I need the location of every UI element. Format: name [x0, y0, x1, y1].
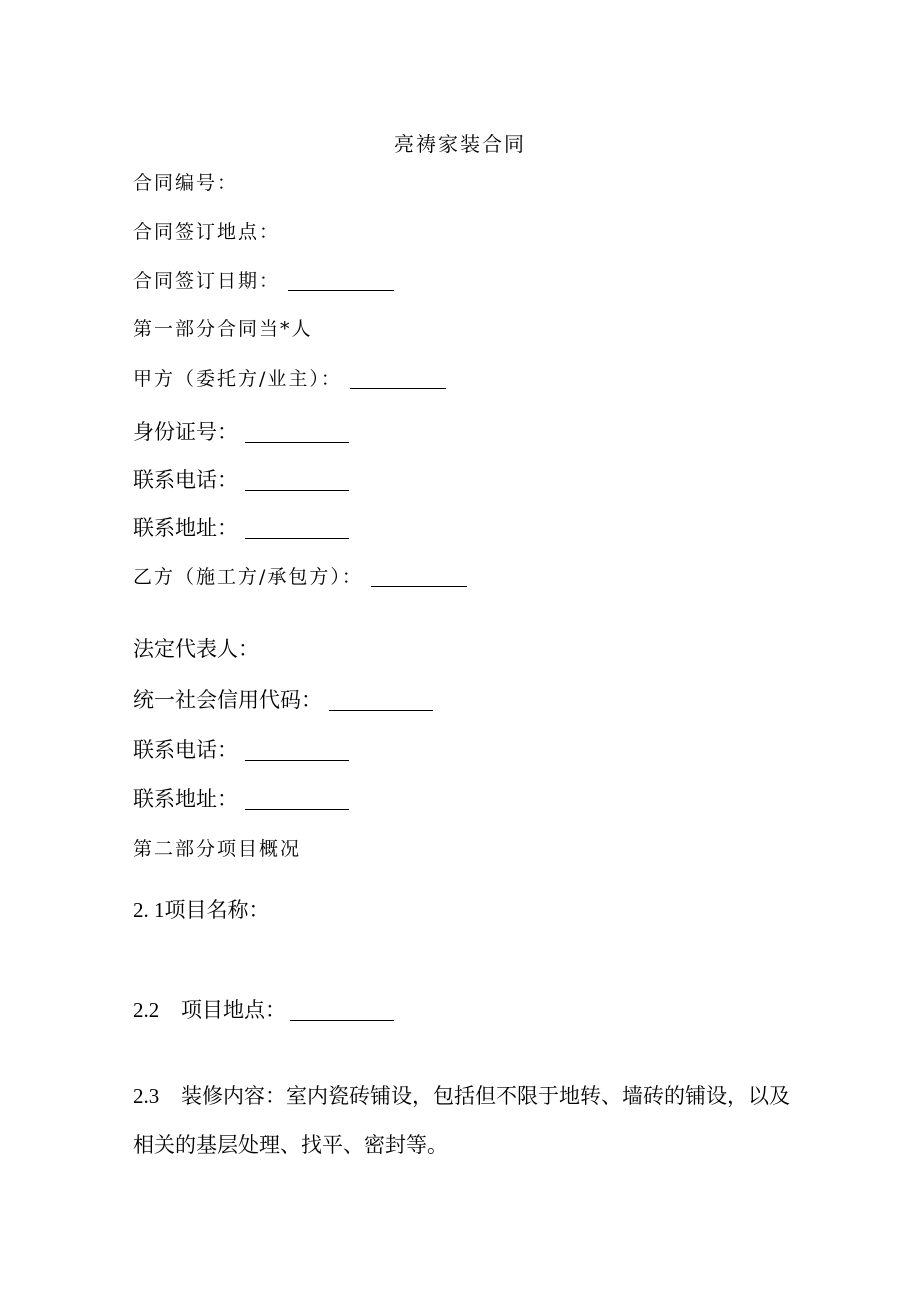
party-b-blank[interactable]	[371, 585, 467, 587]
party-b-address-blank[interactable]	[245, 808, 349, 810]
party-b-phone-line	[133, 740, 349, 761]
party-a-blank[interactable]	[350, 387, 446, 389]
id-number-label: 身份证号：	[133, 420, 238, 444]
item-2-2-number: 2.2	[133, 998, 160, 1022]
item-2-2-label: 项目地点：	[181, 998, 286, 1022]
party-b-label: 乙方（施工方/承包方）：	[133, 566, 363, 588]
party-b-phone-blank[interactable]	[245, 759, 349, 761]
item-2-2-line	[133, 1000, 394, 1021]
party-a-address-line	[133, 518, 349, 539]
party-a-phone-line	[133, 470, 349, 491]
party-b-address-line	[133, 789, 349, 810]
contract-number-label: 合同编号：	[133, 172, 239, 194]
legal-rep-line	[133, 639, 259, 660]
part2-heading: 第二部分项目概况	[133, 838, 302, 860]
sign-place-label: 合同签订地点：	[133, 221, 281, 243]
part1-heading: 第一部分合同当*人	[133, 318, 313, 340]
item-2-1-number: 2. 1	[133, 898, 165, 922]
id-number-blank[interactable]	[245, 441, 349, 443]
sign-date-label: 合同签订日期：	[133, 270, 281, 292]
contract-number-line	[133, 174, 238, 193]
party-a-phone-blank[interactable]	[245, 489, 349, 491]
credit-code-line	[133, 690, 433, 711]
party-a-address-blank[interactable]	[245, 537, 349, 539]
item-2-3-paragraph	[133, 1073, 793, 1171]
credit-code-blank[interactable]	[329, 709, 433, 711]
item-2-2-blank[interactable]	[290, 1019, 394, 1021]
document-title: 亮祷家装合同	[394, 132, 526, 156]
party-a-line	[133, 370, 446, 389]
sign-date-blank[interactable]	[288, 289, 394, 291]
item-2-1-label: 项目名称：	[164, 898, 270, 922]
item-2-3-number: 2.3	[133, 1084, 160, 1108]
party-b-line	[133, 568, 467, 587]
party-a-label: 甲方（委托方/业主）：	[133, 368, 342, 390]
party-b-address-label: 联系地址：	[133, 787, 238, 811]
credit-code-label: 统一社会信用代码：	[133, 688, 322, 712]
legal-rep-label: 法定代表人：	[133, 637, 259, 661]
sign-date-line	[133, 272, 394, 291]
party-b-phone-label: 联系电话：	[133, 738, 238, 762]
item-2-1-line	[133, 900, 270, 921]
id-number-line	[133, 422, 349, 443]
party-a-phone-label: 联系电话：	[133, 468, 238, 492]
party-a-address-label: 联系地址：	[133, 516, 238, 540]
item-2-3-text: 装修内容：室内瓷砖铺设，包括但不限于地转、墙砖的铺设，以及相关的基层处理、找平、密封等。	[133, 1084, 790, 1157]
sign-place-line	[133, 223, 280, 242]
